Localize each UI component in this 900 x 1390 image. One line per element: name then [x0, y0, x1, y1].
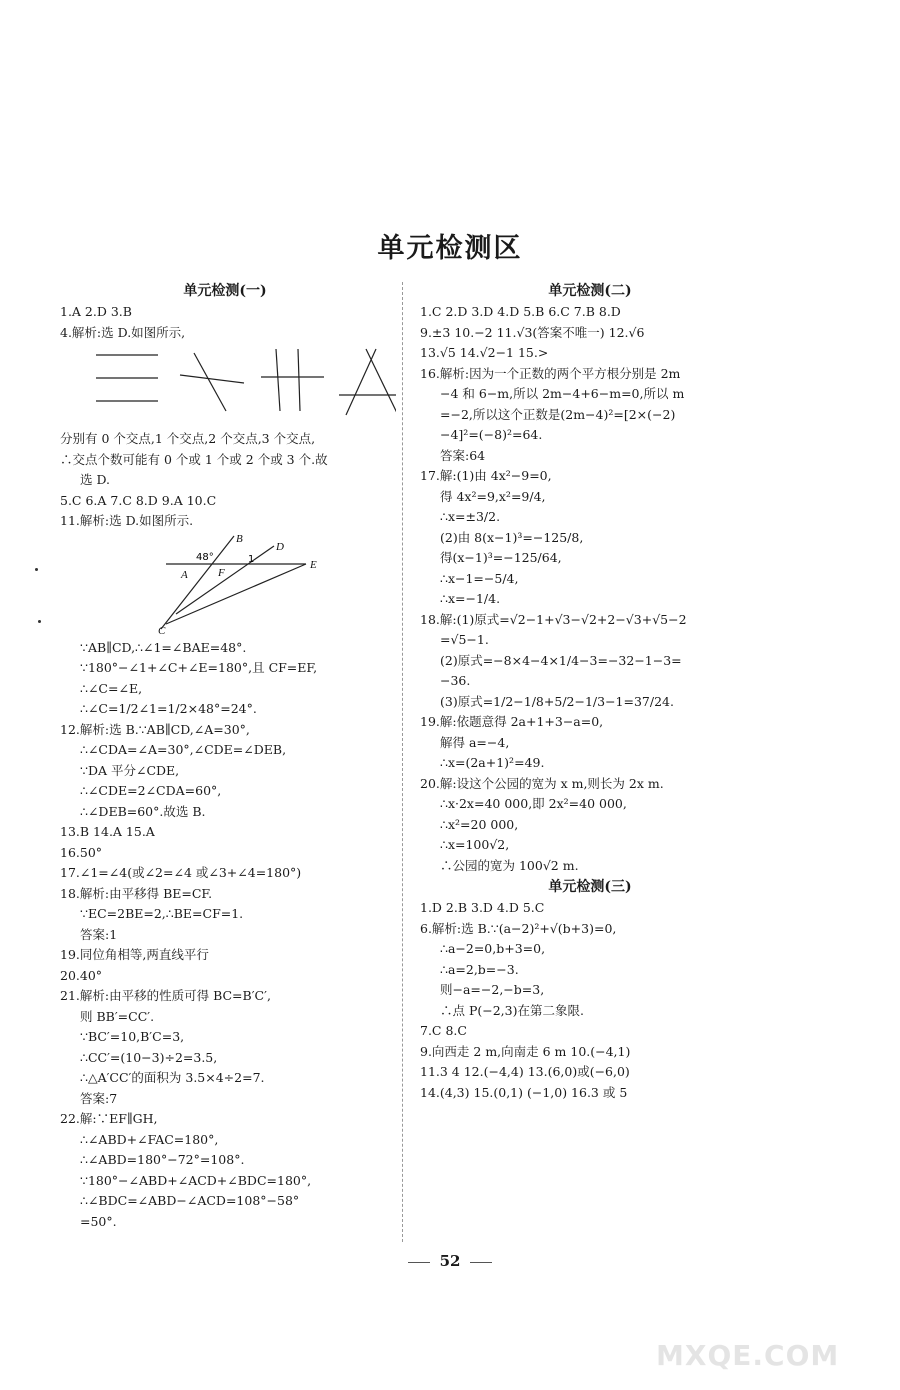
- answer-line: ∴∠ABD=180°−72°=108°.: [80, 1152, 245, 1167]
- answer-line: ∵180°−∠ABD+∠ACD+∠BDC=180°,: [80, 1172, 312, 1188]
- answer-line: 选 D.: [80, 472, 111, 487]
- answer-line: ∴点 P(−2,3)在第二象限.: [440, 1002, 584, 1018]
- answer-line: 答案:1: [80, 926, 118, 942]
- answer-line: 13.√5 14.√2−1 15.>: [420, 345, 549, 360]
- answer-line: (2)原式=−8×4−4×1/4−3=−32−1−3=: [440, 652, 682, 668]
- label-one: 1: [248, 553, 255, 565]
- answer-line: 17.∠1=∠4(或∠2=∠4 或∠3+∠4=180°): [60, 865, 302, 880]
- label-c: C: [158, 624, 166, 634]
- answer-line: 9.±3 10.−2 11.√3(答案不唯一) 12.√6: [420, 324, 645, 340]
- answer-line: 9.向西走 2 m,向南走 6 m 10.(−4,1): [420, 1043, 631, 1059]
- answer-line: ∴公园的宽为 100√2 m.: [440, 857, 579, 873]
- label-f: F: [218, 566, 225, 579]
- answer-line: 答案:64: [440, 447, 486, 463]
- section-heading-2: 单元检测(二): [548, 283, 632, 299]
- watermark: [656, 1262, 886, 1372]
- answer-line: 1.D 2.B 3.D 4.D 5.C: [420, 900, 545, 915]
- answer-line: 19.解:依题意得 2a+1+3−a=0,: [420, 714, 604, 729]
- answer-line: ∴∠C=1/2∠1=1/2×48°=24°.: [80, 701, 257, 716]
- answer-line: ∵180°−∠1+∠C+∠E=180°,且 CF=EF,: [80, 660, 318, 675]
- answer-line: ∴x=±3/2.: [440, 509, 501, 524]
- answer-line: 1.C 2.D 3.D 4.D 5.B 6.C 7.B 8.D: [420, 304, 621, 319]
- answer-line: 11.解析:选 D.如图所示.: [60, 513, 194, 528]
- answer-line: ∴∠DEB=60°.故选 B.: [80, 803, 206, 819]
- answer-line: 1.A 2.D 3.B: [60, 304, 132, 319]
- answer-line: ∵DA 平分∠CDE,: [80, 762, 180, 778]
- label-b: B: [236, 533, 243, 545]
- answer-line: 得 4x²=9,x²=9/4,: [440, 488, 546, 504]
- page-number-dash-left: [408, 1262, 430, 1263]
- answer-line: ∵BC′=10,B′C=3,: [80, 1029, 185, 1044]
- page-number-dash-right: [470, 1262, 492, 1263]
- answer-line: ∴x−1=−5/4,: [440, 570, 519, 586]
- section-heading-3: 单元检测(三): [548, 879, 632, 895]
- left-column: [60, 280, 390, 1232]
- answer-line: 21.解析:由平移的性质可得 BC=B′C′,: [60, 988, 271, 1003]
- answer-line: 12.解析:选 B.∵AB∥CD,∠A=30°,: [60, 721, 250, 737]
- answer-line: 分别有 0 个交点,1 个交点,2 个交点,3 个交点,: [60, 431, 316, 446]
- answer-line: ∴x²=20 000,: [440, 816, 519, 832]
- column-divider: [402, 282, 403, 1242]
- answer-line: ∵AB∥CD,∴∠1=∠BAE=48°.: [80, 639, 247, 655]
- page-number-text: 52: [439, 1252, 461, 1270]
- answer-line: 11.3 4 12.(−4,4) 13.(6,0)或(−6,0): [420, 1064, 630, 1079]
- answer-line: ∴△A′CC′的面积为 3.5×4÷2=7.: [80, 1070, 265, 1085]
- answer-line: 则−a=−2,−b=3,: [440, 982, 545, 997]
- answer-line: ∴∠BDC=∠ABD−∠ACD=108°−58°: [80, 1193, 300, 1208]
- answer-line: 6.解析:选 B.∵(a−2)²+√(b+3)=0,: [420, 920, 617, 936]
- figure-parallel-lines: [60, 534, 390, 634]
- answer-line: ∵EC=2BE=2,∴BE=CF=1.: [80, 906, 244, 921]
- answer-line: 14.(4,3) 15.(0,1) (−1,0) 16.3 或 5: [420, 1084, 628, 1100]
- answer-line: 4.解析:选 D.如图所示,: [60, 324, 186, 340]
- answer-line: ∴CC′=(10−3)÷2=3.5,: [80, 1049, 218, 1065]
- answer-line: 得(x−1)³=−125/64,: [440, 550, 562, 565]
- answer-line: ∴∠ABD+∠FAC=180°,: [80, 1131, 219, 1147]
- margin-dot: [35, 568, 38, 571]
- answer-line: ∴a=2,b=−3.: [440, 961, 519, 977]
- answer-line: ∴x=(2a+1)²=49.: [440, 755, 545, 770]
- answer-line: 16.50°: [60, 844, 103, 860]
- label-d: D: [276, 540, 284, 553]
- answer-line: 18.解:(1)原式=√2−1+√3−√2+2−√3+√5−2: [420, 611, 687, 627]
- answer-line: 19.同位角相等,两直线平行: [60, 947, 209, 962]
- answer-line: 20.解:设这个公园的宽为 x m,则长为 2x m.: [420, 775, 664, 791]
- figure-intersections: [60, 345, 390, 425]
- answer-line: =50°.: [80, 1213, 117, 1229]
- answer-line: ∴∠CDE=2∠CDA=60°,: [80, 783, 222, 798]
- label-angle: 48°: [196, 551, 214, 563]
- answer-line: =√5−1.: [440, 632, 489, 647]
- answer-line: −4]²=(−8)²=64.: [440, 427, 543, 442]
- answer-line: 20.40°: [60, 967, 103, 983]
- answer-line: ∴x=−1/4.: [440, 591, 501, 606]
- watermark-text: MXQE.COM: [656, 1339, 840, 1372]
- answer-line: 16.解析:因为一个正数的两个平方根分别是 2m: [420, 365, 681, 381]
- answer-line: =−2,所以这个正数是(2m−4)²=[2×(−2): [440, 406, 676, 422]
- answer-line: 则 BB′=CC′.: [80, 1008, 155, 1024]
- page-title: 单元检测区: [377, 233, 523, 264]
- answer-line: 13.B 14.A 15.A: [60, 824, 155, 839]
- answer-line: 答案:7: [80, 1090, 118, 1106]
- answer-line: (2)由 8(x−1)³=−125/8,: [440, 529, 584, 545]
- section-heading-1: 单元检测(一): [183, 283, 267, 299]
- answer-line: 17.解:(1)由 4x²−9=0,: [420, 468, 552, 483]
- answer-line: 7.C 8.C: [420, 1023, 467, 1038]
- right-column: [420, 280, 760, 1103]
- answer-line: −4 和 6−m,所以 2m−4+6−m=0,所以 m: [440, 386, 685, 401]
- answer-line: ∴x·2x=40 000,即 2x²=40 000,: [440, 796, 627, 811]
- answer-line: 18.解析:由平移得 BE=CF.: [60, 885, 213, 901]
- margin-dot: [38, 620, 41, 623]
- label-e: E: [310, 558, 317, 571]
- answer-line: 5.C 6.A 7.C 8.D 9.A 10.C: [60, 492, 217, 508]
- label-a: A: [181, 568, 188, 581]
- answer-line: ∴∠CDA=∠A=30°,∠CDE=∠DEB,: [80, 742, 287, 757]
- answer-line: ∴∠C=∠E,: [80, 680, 143, 696]
- answer-line: ∴x=100√2,: [440, 837, 510, 852]
- answer-line: 22.解:∵EF∥GH,: [60, 1111, 158, 1126]
- answer-line: (3)原式=1/2−1/8+5/2−1/3−1=37/24.: [440, 693, 674, 709]
- answer-line: ∴a−2=0,b+3=0,: [440, 941, 546, 956]
- answer-line: −36.: [440, 673, 471, 688]
- answer-line: 解得 a=−4,: [440, 734, 510, 750]
- answer-line: ∴交点个数可能有 0 个或 1 个或 2 个或 3 个.故: [60, 451, 328, 467]
